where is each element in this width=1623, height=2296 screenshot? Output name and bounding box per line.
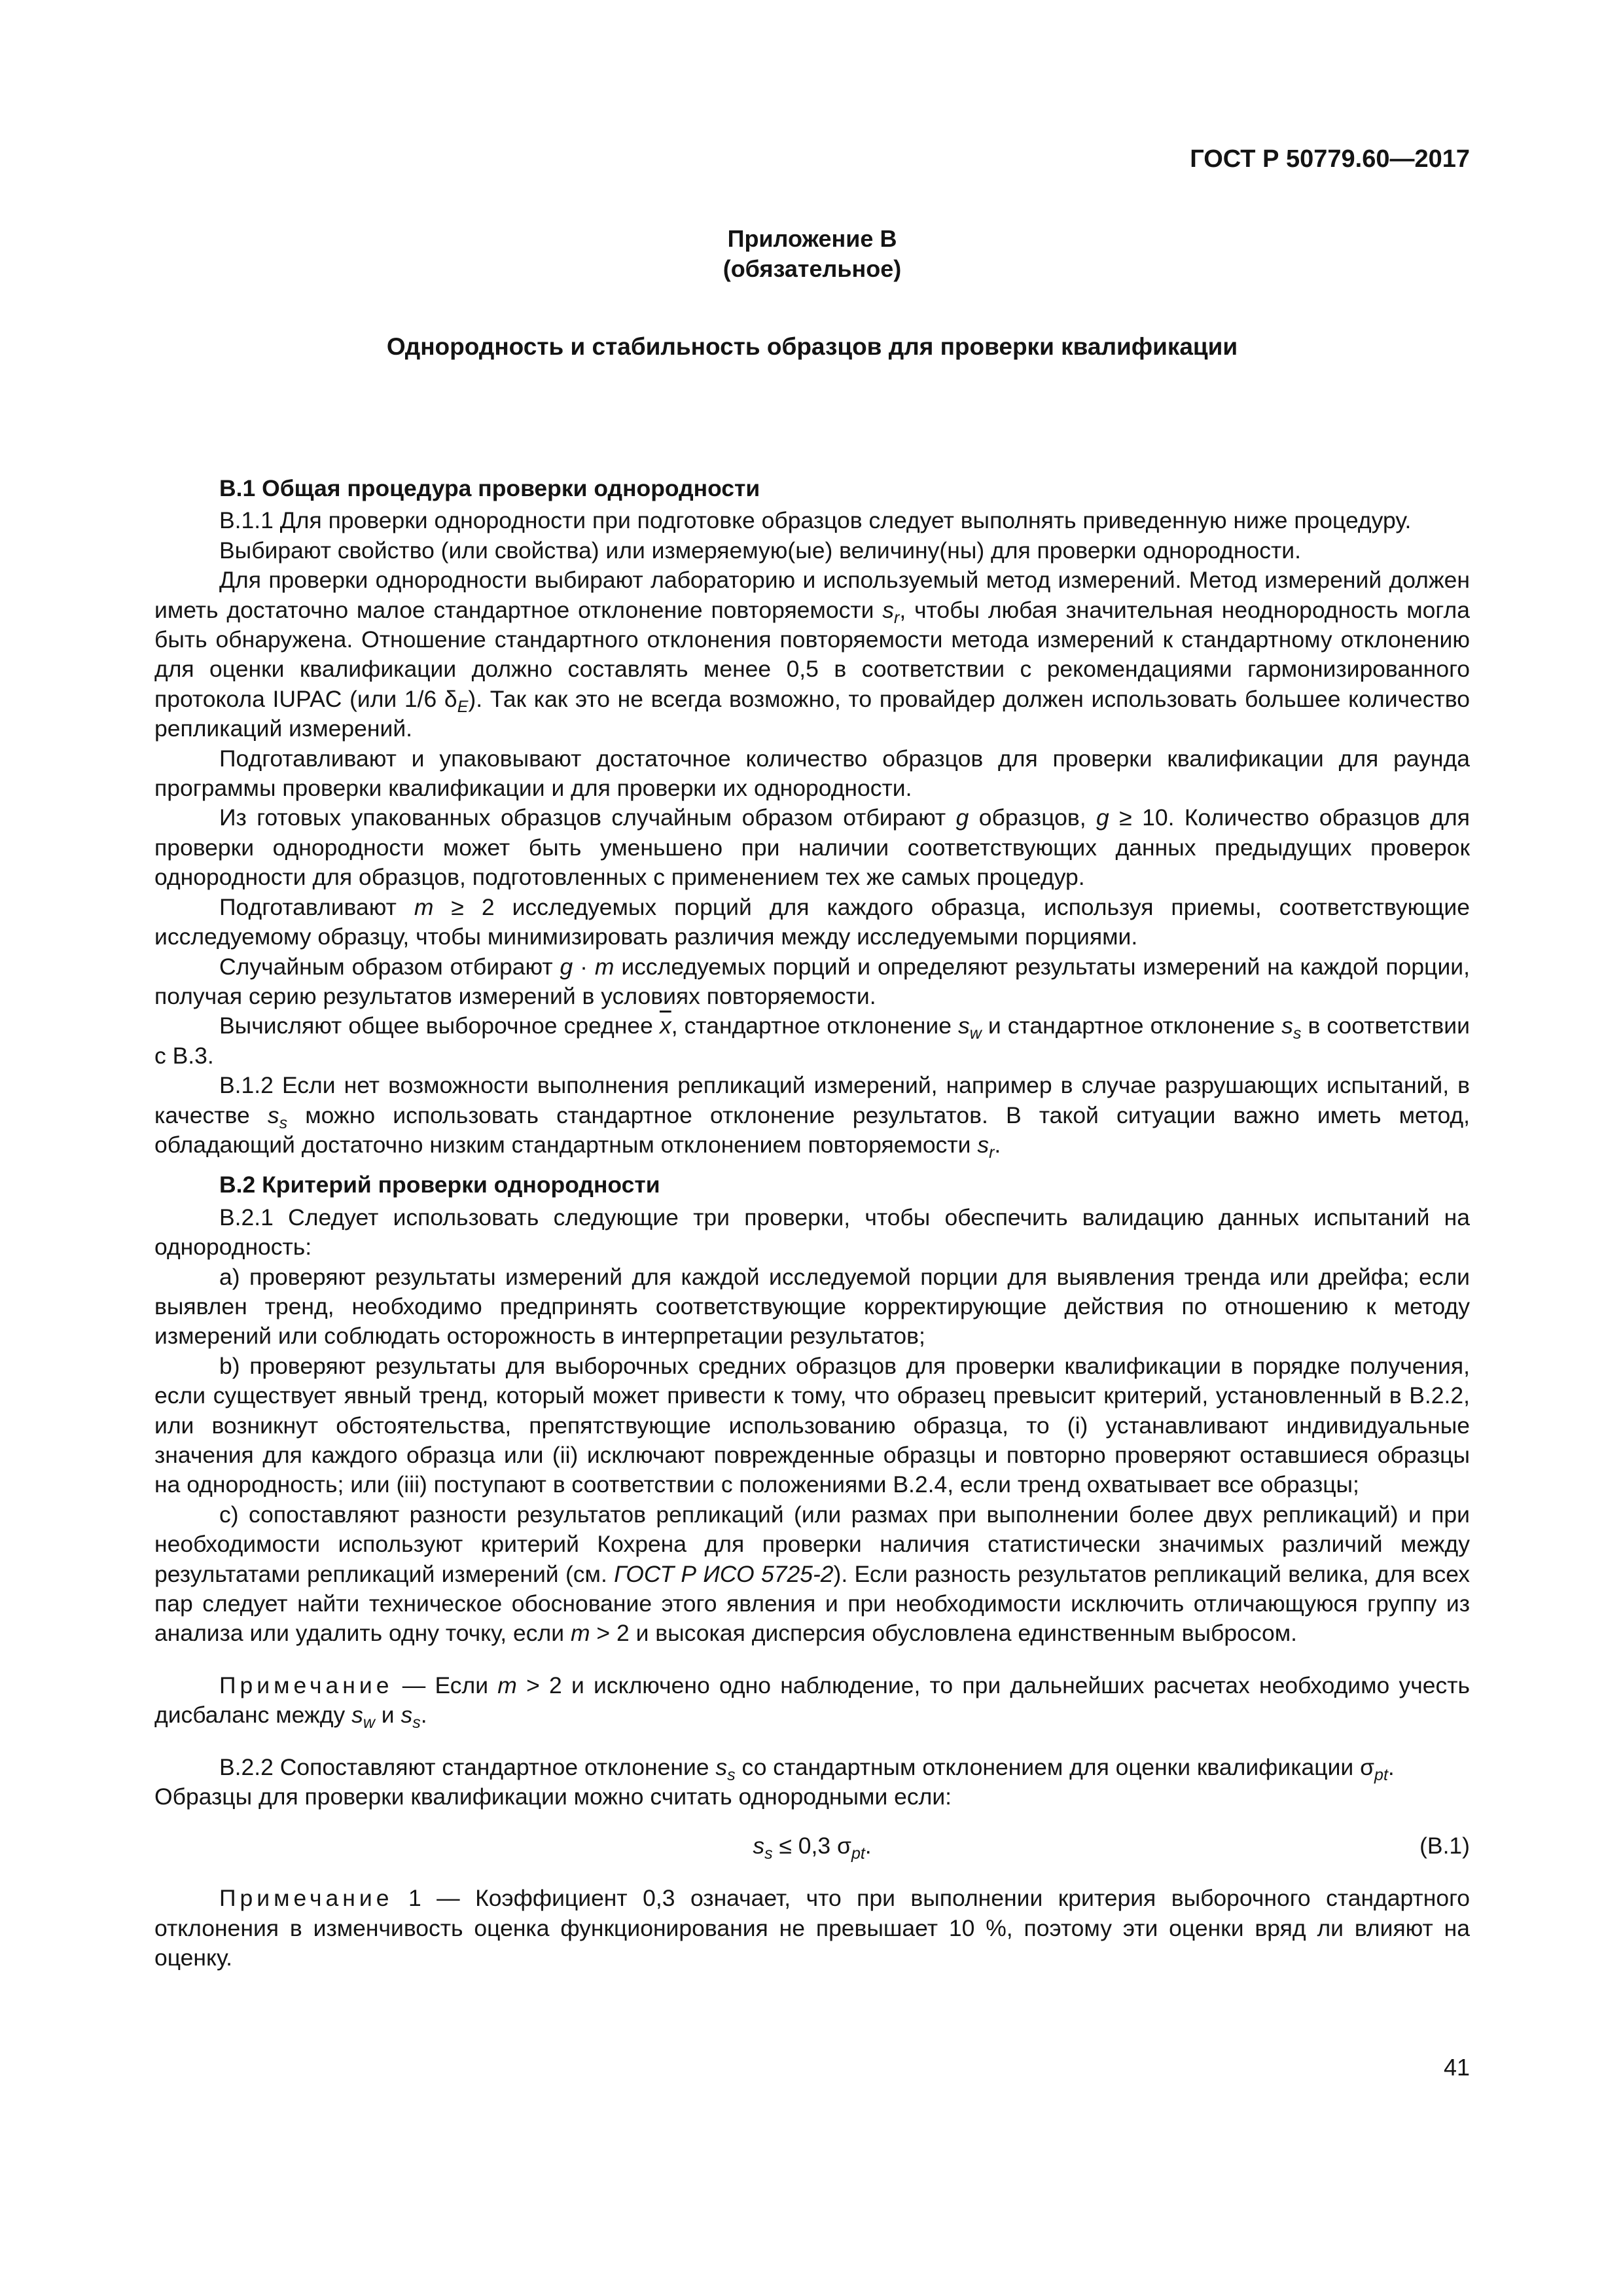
document-page (154, 144, 1470, 1973)
note-1: Примечание — Если m > 2 и исключено одно наблюдение, то при дальнейших расчетах необходимо учесть дисбаланс между $s_w$ и $s_s$. (154, 1672, 1470, 1732)
paragraph-b2-item-b: b) проверяют результаты для выборочных средних образцов для проверки квалификации в порядке получения, если существует явный тренд, который может привести к тому, что образец превысит критерий, установленный в В.2.2, или возникнут обстоятельства, препятствующие использованию образца, то (i) устанавливают индивидуальные значения для каждого образца или (ii) исключают поврежденные образцы и повторно проверяют оставшиеся образцы на однородность; или (iii) поступают в соответствии с положениями В.2.4, если тренд охватывает все образцы; (154, 1352, 1470, 1498)
paragraph-b1-select-property: Выбирают свойство (или свойства) или измеряемую(ые) величину(ны) для проверки однородности. (219, 537, 1301, 564)
paragraph-b2-item-a: а) проверяют результаты измерений для каждой исследуемой порции для выявления тренда или дрейфа; если выявлен тренд, необходимо предпринять соответствующие корректирующие действия по отношению к методу измерений или соблюдать осторожность в интерпретации результатов; (154, 1263, 1470, 1350)
paragraph-b2-2: В.2.2 Сопоставляют стандартное отклонение $s_s$ со стандартным отклонением для оценки квалификации $\sigma_{pt}$. (219, 1753, 1395, 1784)
note-2: Примечание 1 — Коэффициент 0,3 означает, что при выполнении критерия выборочного стандартного отклонения в изменчивость оценка функционирования не превышает 10 %, поэтому эти оценки вряд ли влияют на оценку. (154, 1885, 1470, 1971)
paragraph-b1-random: Случайным образом отбирают g · m исследуемых порций и определяют результаты измерений на каждой порции, получая серию результатов измерений в условиях повторяемости. (154, 953, 1470, 1009)
standard-reference: ГОСТ Р ИСО 5725-2 (614, 1560, 834, 1587)
document-code: ГОСТ Р 50779.60—2017 (1190, 145, 1470, 173)
formula-b1 (154, 1831, 1470, 1865)
paragraph-b2-item-c: с) сопоставляют разности результатов репликаций (или размах при выполнении более двух репликаций) и при необходимости используют критерий Кохрена для проверки наличия статистически значимых различий между результатами репликаций измерений (см. ГОСТ Р ИСО 5725-2). Если разность результатов репликаций велика, для всех пар следует найти техническое обоснование этого явления и при необходимости исключить отличающуюся группу из анализа или удалить одну точку, если m > 2 и высокая дисперсия обусловлена единственным выбросом. (154, 1501, 1470, 1647)
paragraph-b1-portions: Подготавливают m ≥ 2 исследуемых порций для каждого образца, используя приемы, соответствующие исследуемому образцу, чтобы минимизировать различия между исследуемыми порциями. (154, 893, 1470, 950)
paragraph-b2-2-condition: Образцы для проверки квалификации можно считать однородными если: (154, 1784, 952, 1810)
paragraph-b2-1: В.2.1 Следует использовать следующие три проверки, чтобы обеспечить валидацию данных испытаний на однородность: (154, 1204, 1470, 1261)
annex-title: Однородность и стабильность образцов для проверки квалификации (386, 333, 1238, 360)
section-heading-b2: В.2 Критерий проверки однородности (219, 1172, 660, 1198)
paragraph-b1-sampling: Из готовых упакованных образцов случайным образом отбирают g образцов, g ≥ 10. Количество образцов для проверки однородности может быть уменьшено при наличии соответствующих данных предыдущих проверок однородности для образцов, подготовленных с применением тех же самых процедур. (154, 804, 1470, 891)
paragraph-b1-compute: Вычисляют общее выборочное среднее $\overline{x}$, стандартное отклонение $s_w$ и стандартное отклонение $s_s$ в соответствии с В.3. (154, 1013, 1470, 1069)
section-heading-b1: В.1 Общая процедура проверки однородности (219, 475, 760, 501)
formula-number: (В.1) (1419, 1833, 1470, 1859)
annex-label: Приложение В (727, 225, 897, 252)
page-number: 41 (1443, 2054, 1470, 2081)
paragraph-b1-method: Для проверки однородности выбирают лабораторию и используемый метод измерений. Метод измерений должен иметь достаточно малое стандартное отклонение повторяемости $s_r$, чтобы любая значительная неоднородность могла быть обнаружена. Отношение стандартного отклонения повторяемости метода измерений к стандартному отклонению для оценки квалификации должно составлять менее 0,5 в соответствии с рекомендациями гармонизированного протокола IUPAC (или 1/6 $\delta_E$). Так как это не всегда возможно, то провайдер должен использовать большее количество репликаций измерений. (154, 567, 1470, 742)
paragraph-b1-2: В.1.2 Если нет возможности выполнения репликаций измерений, например в случае разрушающих испытаний, в качестве $s_s$ можно использовать стандартное отклонение результатов. В такой ситуации важно иметь метод, обладающий достаточно низким стандартным отклонением повторяемости $s_r$. (154, 1072, 1470, 1162)
paragraph-b1-prepare: Подготавливают и упаковывают достаточное количество образцов для проверки квалификации для раунда программы проверки квалификации и для проверки их однородности. (154, 745, 1470, 802)
annex-status: (обязательное) (722, 255, 902, 282)
formula-expression: $s_s \le 0,3$ $\sigma_{pt}$. (753, 1833, 872, 1863)
paragraph-b1-1: В.1.1 Для проверки однородности при подготовке образцов следует выполнять приведенную ниже процедуру. (219, 507, 1412, 534)
